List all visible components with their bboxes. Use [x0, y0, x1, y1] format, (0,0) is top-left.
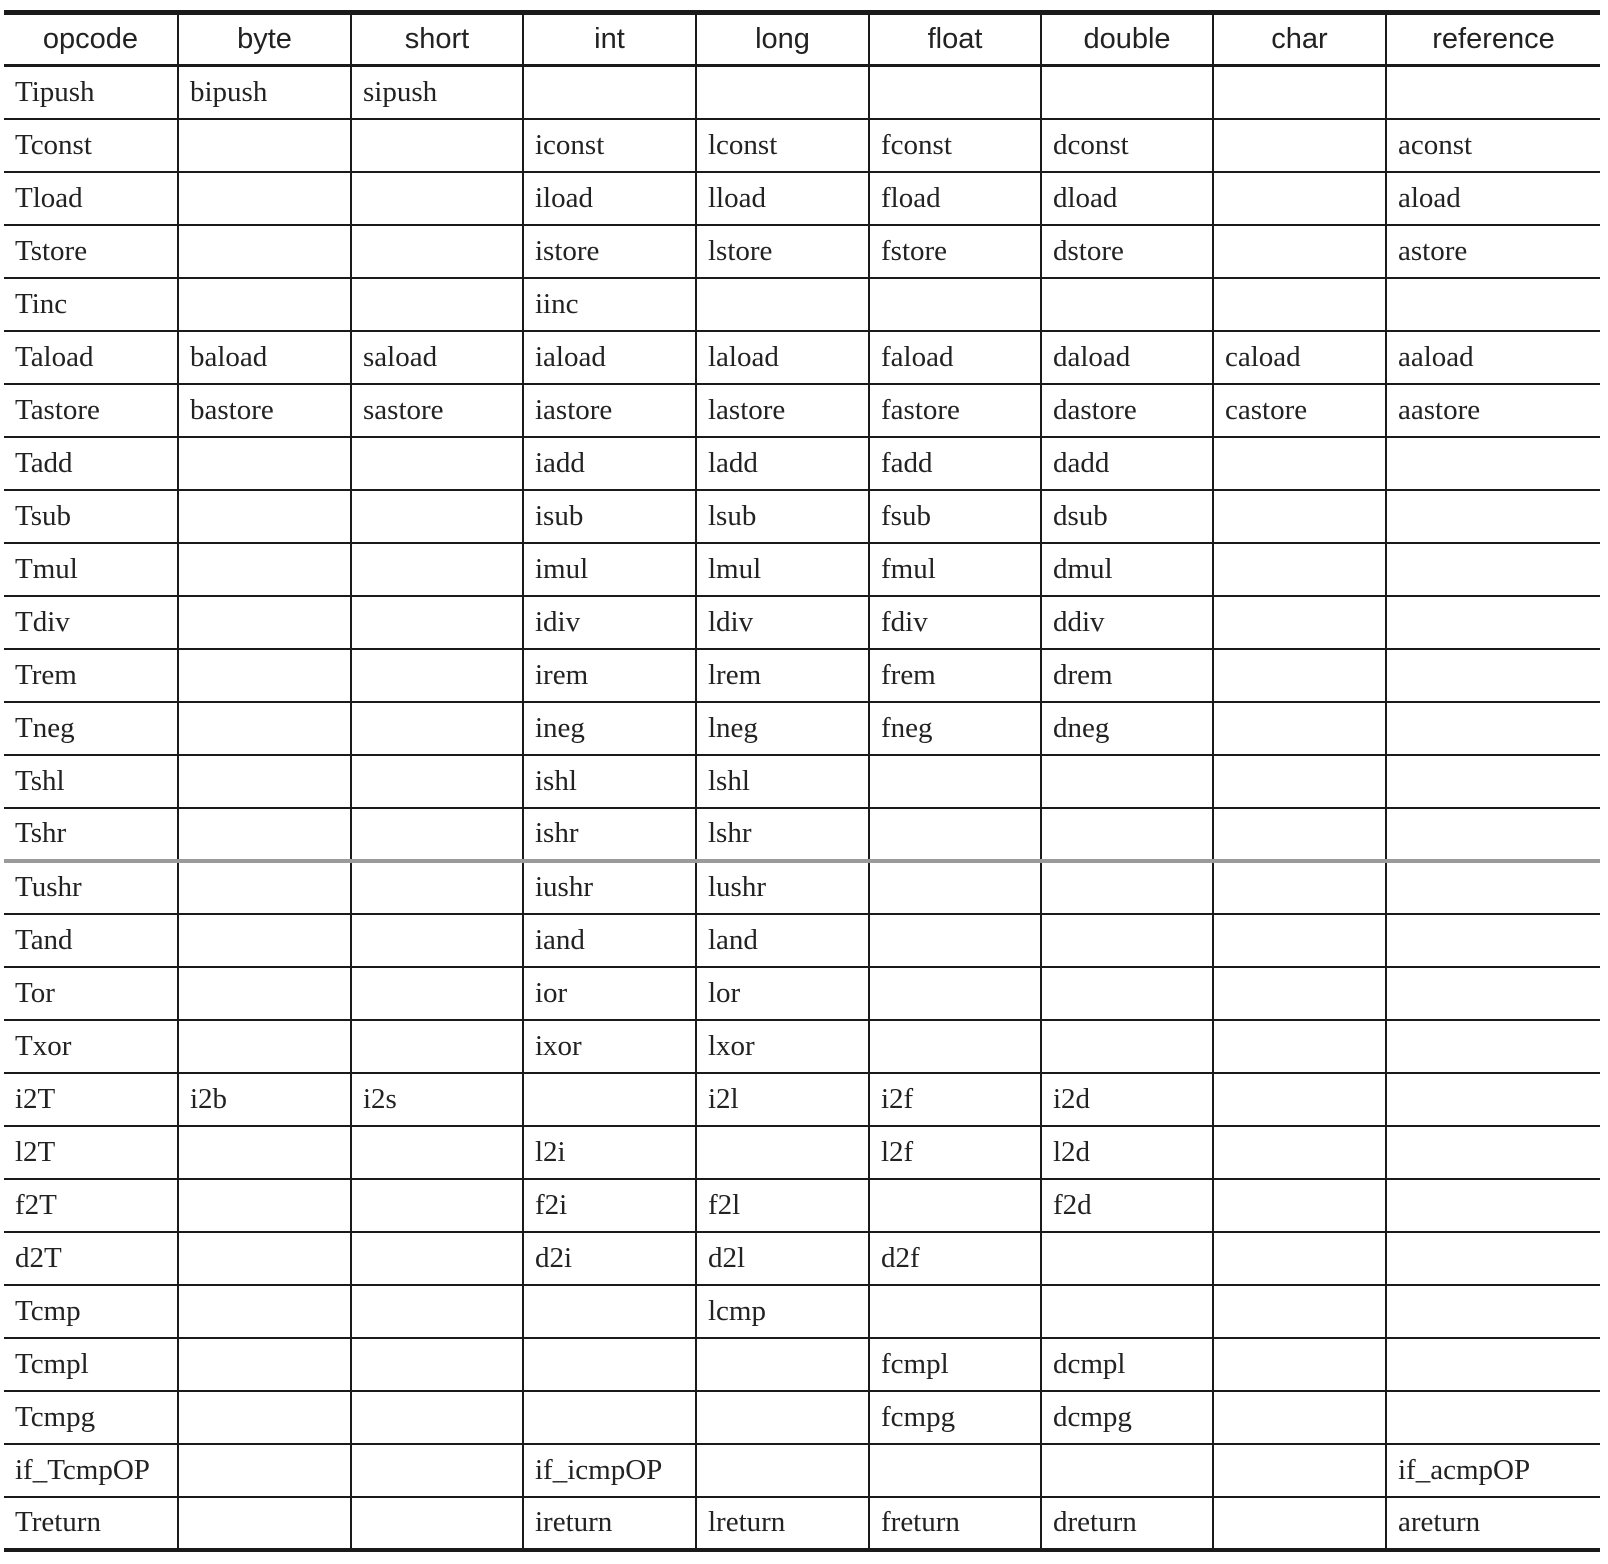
- instruction-cell-reference: [1386, 649, 1600, 702]
- table-row: [4, 225, 1600, 278]
- opcode-cell: Tushr: [4, 861, 178, 914]
- instruction-cell-reference: [1386, 1391, 1600, 1444]
- instruction-cell-int: irem: [523, 649, 696, 702]
- opcode-cell: Tdiv: [4, 596, 178, 649]
- table-row: [4, 66, 1600, 119]
- instruction-cell-byte: [178, 755, 351, 808]
- instruction-cell-byte: [178, 1338, 351, 1391]
- instruction-cell-reference: [1386, 1338, 1600, 1391]
- instruction-cell-char: [1213, 1497, 1386, 1550]
- instruction-cell-char: [1213, 702, 1386, 755]
- instruction-cell-reference: [1386, 1020, 1600, 1073]
- opcode-cell: i2T: [4, 1073, 178, 1126]
- instruction-cell-char: castore: [1213, 384, 1386, 437]
- instruction-cell-reference: [1386, 1073, 1600, 1126]
- instruction-cell-short: saload: [351, 331, 523, 384]
- column-header-char: char: [1213, 13, 1386, 66]
- instruction-cell-byte: i2b: [178, 1073, 351, 1126]
- instruction-cell-double: [1041, 1444, 1213, 1497]
- table-row: [4, 1497, 1600, 1550]
- instruction-cell-int: if_icmpOP: [523, 1444, 696, 1497]
- table-row: [4, 119, 1600, 172]
- instruction-cell-float: fmul: [869, 543, 1041, 596]
- instruction-cell-long: ldiv: [696, 596, 869, 649]
- instruction-cell-short: [351, 278, 523, 331]
- instruction-cell-char: caload: [1213, 331, 1386, 384]
- instruction-cell-int: [523, 1073, 696, 1126]
- table-row: [4, 967, 1600, 1020]
- instruction-cell-int: isub: [523, 490, 696, 543]
- table-row: [4, 1126, 1600, 1179]
- instruction-cell-long: lcmp: [696, 1285, 869, 1338]
- instruction-cell-long: [696, 1444, 869, 1497]
- table-row: [4, 1338, 1600, 1391]
- instruction-cell-float: freturn: [869, 1497, 1041, 1550]
- instruction-cell-byte: [178, 1497, 351, 1550]
- instruction-cell-int: iadd: [523, 437, 696, 490]
- opcode-cell: Trem: [4, 649, 178, 702]
- instruction-cell-int: ireturn: [523, 1497, 696, 1550]
- table-row: [4, 1073, 1600, 1126]
- instruction-cell-float: fneg: [869, 702, 1041, 755]
- table-row: [4, 649, 1600, 702]
- instruction-cell-char: [1213, 1391, 1386, 1444]
- instruction-cell-int: iand: [523, 914, 696, 967]
- instruction-cell-byte: [178, 225, 351, 278]
- instruction-cell-short: [351, 1444, 523, 1497]
- instruction-cell-char: [1213, 1444, 1386, 1497]
- instruction-cell-int: istore: [523, 225, 696, 278]
- instruction-cell-char: [1213, 861, 1386, 914]
- instruction-cell-double: dcmpl: [1041, 1338, 1213, 1391]
- instruction-cell-float: fdiv: [869, 596, 1041, 649]
- instruction-cell-float: [869, 808, 1041, 861]
- opcode-cell: if_TcmpOP: [4, 1444, 178, 1497]
- instruction-cell-int: l2i: [523, 1126, 696, 1179]
- column-header-long: long: [696, 13, 869, 66]
- instruction-cell-double: [1041, 278, 1213, 331]
- instruction-cell-reference: [1386, 967, 1600, 1020]
- instruction-cell-byte: [178, 808, 351, 861]
- instruction-cell-float: fstore: [869, 225, 1041, 278]
- opcode-cell: Tshr: [4, 808, 178, 861]
- instruction-cell-float: [869, 66, 1041, 119]
- instruction-cell-char: [1213, 1126, 1386, 1179]
- instruction-cell-char: [1213, 649, 1386, 702]
- instruction-cell-reference: areturn: [1386, 1497, 1600, 1550]
- instruction-cell-long: ladd: [696, 437, 869, 490]
- instruction-cell-int: [523, 66, 696, 119]
- instruction-cell-reference: [1386, 596, 1600, 649]
- table-row: [4, 1232, 1600, 1285]
- instruction-cell-short: [351, 172, 523, 225]
- instruction-cell-double: i2d: [1041, 1073, 1213, 1126]
- instruction-cell-long: lshl: [696, 755, 869, 808]
- instruction-cell-int: iushr: [523, 861, 696, 914]
- instruction-cell-float: fconst: [869, 119, 1041, 172]
- instruction-cell-long: f2l: [696, 1179, 869, 1232]
- column-header-int: int: [523, 13, 696, 66]
- opcode-cell: Tstore: [4, 225, 178, 278]
- instruction-cell-float: [869, 1179, 1041, 1232]
- instruction-cell-byte: [178, 278, 351, 331]
- instruction-cell-int: iload: [523, 172, 696, 225]
- instruction-cell-float: [869, 1020, 1041, 1073]
- instruction-cell-int: d2i: [523, 1232, 696, 1285]
- instruction-cell-byte: [178, 172, 351, 225]
- opcode-cell: f2T: [4, 1179, 178, 1232]
- opcode-cell: Tload: [4, 172, 178, 225]
- instruction-cell-byte: [178, 967, 351, 1020]
- instruction-cell-char: [1213, 119, 1386, 172]
- instruction-cell-double: daload: [1041, 331, 1213, 384]
- instruction-cell-int: idiv: [523, 596, 696, 649]
- opcode-cell: Tshl: [4, 755, 178, 808]
- instruction-cell-byte: [178, 649, 351, 702]
- instruction-cell-float: fastore: [869, 384, 1041, 437]
- instruction-cell-short: [351, 1020, 523, 1073]
- opcode-type-table: [4, 10, 1600, 1552]
- instruction-cell-long: [696, 66, 869, 119]
- instruction-cell-char: [1213, 1179, 1386, 1232]
- instruction-cell-double: [1041, 861, 1213, 914]
- instruction-cell-double: dcmpg: [1041, 1391, 1213, 1444]
- instruction-cell-byte: [178, 543, 351, 596]
- instruction-cell-long: lstore: [696, 225, 869, 278]
- instruction-cell-float: d2f: [869, 1232, 1041, 1285]
- instruction-cell-long: lreturn: [696, 1497, 869, 1550]
- table-row: [4, 543, 1600, 596]
- instruction-cell-short: [351, 755, 523, 808]
- table-row: [4, 172, 1600, 225]
- instruction-cell-float: fsub: [869, 490, 1041, 543]
- instruction-cell-char: [1213, 1073, 1386, 1126]
- opcode-cell: l2T: [4, 1126, 178, 1179]
- instruction-cell-char: [1213, 490, 1386, 543]
- table-row: [4, 755, 1600, 808]
- instruction-cell-float: [869, 967, 1041, 1020]
- instruction-cell-short: [351, 490, 523, 543]
- instruction-cell-char: [1213, 1020, 1386, 1073]
- instruction-cell-byte: [178, 1126, 351, 1179]
- opcode-cell: Tastore: [4, 384, 178, 437]
- table-row: [4, 596, 1600, 649]
- instruction-cell-char: [1213, 914, 1386, 967]
- instruction-cell-char: [1213, 66, 1386, 119]
- instruction-cell-byte: bipush: [178, 66, 351, 119]
- column-header-byte: byte: [178, 13, 351, 66]
- instruction-cell-long: lsub: [696, 490, 869, 543]
- instruction-cell-byte: [178, 1020, 351, 1073]
- instruction-cell-byte: [178, 1444, 351, 1497]
- instruction-cell-byte: [178, 1232, 351, 1285]
- opcode-cell: Tconst: [4, 119, 178, 172]
- table-row: [4, 1444, 1600, 1497]
- opcode-cell: d2T: [4, 1232, 178, 1285]
- instruction-cell-long: [696, 1338, 869, 1391]
- instruction-cell-byte: bastore: [178, 384, 351, 437]
- instruction-cell-double: [1041, 808, 1213, 861]
- table-row: [4, 1391, 1600, 1444]
- instruction-cell-short: [351, 596, 523, 649]
- instruction-cell-byte: [178, 1285, 351, 1338]
- instruction-cell-double: l2d: [1041, 1126, 1213, 1179]
- opcode-cell: Tipush: [4, 66, 178, 119]
- instruction-cell-short: [351, 967, 523, 1020]
- instruction-cell-double: dneg: [1041, 702, 1213, 755]
- instruction-cell-float: fload: [869, 172, 1041, 225]
- instruction-cell-reference: [1386, 808, 1600, 861]
- instruction-cell-reference: [1386, 66, 1600, 119]
- instruction-cell-int: [523, 1285, 696, 1338]
- opcode-table-container: [4, 10, 1600, 1552]
- instruction-cell-short: [351, 808, 523, 861]
- instruction-cell-float: fadd: [869, 437, 1041, 490]
- instruction-cell-byte: [178, 437, 351, 490]
- instruction-cell-char: [1213, 808, 1386, 861]
- instruction-cell-int: imul: [523, 543, 696, 596]
- instruction-cell-long: lxor: [696, 1020, 869, 1073]
- instruction-cell-float: [869, 914, 1041, 967]
- instruction-cell-long: [696, 1391, 869, 1444]
- instruction-cell-reference: [1386, 490, 1600, 543]
- instruction-cell-float: [869, 1444, 1041, 1497]
- instruction-cell-short: [351, 119, 523, 172]
- instruction-cell-double: dadd: [1041, 437, 1213, 490]
- instruction-cell-char: [1213, 1338, 1386, 1391]
- instruction-cell-double: dload: [1041, 172, 1213, 225]
- instruction-cell-reference: [1386, 914, 1600, 967]
- opcode-cell: Tand: [4, 914, 178, 967]
- instruction-cell-reference: [1386, 1232, 1600, 1285]
- opcode-cell: Tneg: [4, 702, 178, 755]
- instruction-cell-char: [1213, 1285, 1386, 1338]
- instruction-cell-byte: [178, 861, 351, 914]
- instruction-cell-long: lmul: [696, 543, 869, 596]
- column-header-opcode: opcode: [4, 13, 178, 66]
- instruction-cell-double: [1041, 66, 1213, 119]
- column-header-short: short: [351, 13, 523, 66]
- instruction-cell-reference: [1386, 543, 1600, 596]
- instruction-cell-short: [351, 225, 523, 278]
- instruction-cell-float: [869, 1285, 1041, 1338]
- instruction-cell-int: f2i: [523, 1179, 696, 1232]
- instruction-cell-double: dastore: [1041, 384, 1213, 437]
- instruction-cell-long: lshr: [696, 808, 869, 861]
- instruction-cell-double: f2d: [1041, 1179, 1213, 1232]
- instruction-cell-double: drem: [1041, 649, 1213, 702]
- instruction-cell-int: iinc: [523, 278, 696, 331]
- instruction-cell-int: iconst: [523, 119, 696, 172]
- instruction-cell-short: [351, 1497, 523, 1550]
- instruction-cell-float: faload: [869, 331, 1041, 384]
- opcode-cell: Tcmp: [4, 1285, 178, 1338]
- instruction-cell-reference: astore: [1386, 225, 1600, 278]
- instruction-cell-double: dmul: [1041, 543, 1213, 596]
- opcode-cell: Tor: [4, 967, 178, 1020]
- instruction-cell-long: lor: [696, 967, 869, 1020]
- instruction-cell-byte: [178, 119, 351, 172]
- instruction-cell-reference: [1386, 278, 1600, 331]
- instruction-cell-short: [351, 914, 523, 967]
- table-row: [4, 278, 1600, 331]
- instruction-cell-reference: [1386, 1179, 1600, 1232]
- table-row: [4, 861, 1600, 914]
- instruction-cell-long: lastore: [696, 384, 869, 437]
- instruction-cell-byte: [178, 914, 351, 967]
- table-row: [4, 437, 1600, 490]
- instruction-cell-float: [869, 861, 1041, 914]
- instruction-cell-short: i2s: [351, 1073, 523, 1126]
- instruction-cell-long: laload: [696, 331, 869, 384]
- instruction-cell-reference: aload: [1386, 172, 1600, 225]
- table-row: [4, 1285, 1600, 1338]
- instruction-cell-reference: [1386, 1285, 1600, 1338]
- instruction-cell-int: iastore: [523, 384, 696, 437]
- instruction-cell-char: [1213, 1232, 1386, 1285]
- instruction-cell-int: ineg: [523, 702, 696, 755]
- instruction-cell-char: [1213, 437, 1386, 490]
- instruction-cell-long: i2l: [696, 1073, 869, 1126]
- instruction-cell-byte: [178, 490, 351, 543]
- instruction-cell-char: [1213, 543, 1386, 596]
- instruction-cell-double: ddiv: [1041, 596, 1213, 649]
- instruction-cell-int: [523, 1338, 696, 1391]
- instruction-cell-int: ixor: [523, 1020, 696, 1073]
- instruction-cell-reference: aconst: [1386, 119, 1600, 172]
- instruction-cell-float: [869, 755, 1041, 808]
- instruction-cell-short: [351, 702, 523, 755]
- instruction-cell-float: frem: [869, 649, 1041, 702]
- table-row: [4, 1020, 1600, 1073]
- instruction-cell-char: [1213, 596, 1386, 649]
- instruction-cell-double: [1041, 914, 1213, 967]
- opcode-cell: Tmul: [4, 543, 178, 596]
- instruction-cell-long: land: [696, 914, 869, 967]
- instruction-cell-short: sipush: [351, 66, 523, 119]
- instruction-cell-int: [523, 1391, 696, 1444]
- instruction-cell-short: [351, 1338, 523, 1391]
- table-row: [4, 384, 1600, 437]
- instruction-cell-int: ior: [523, 967, 696, 1020]
- instruction-cell-float: l2f: [869, 1126, 1041, 1179]
- instruction-cell-double: dstore: [1041, 225, 1213, 278]
- opcode-cell: Txor: [4, 1020, 178, 1073]
- table-row: [4, 808, 1600, 861]
- instruction-cell-reference: if_acmpOP: [1386, 1444, 1600, 1497]
- instruction-cell-byte: [178, 596, 351, 649]
- instruction-cell-float: fcmpl: [869, 1338, 1041, 1391]
- instruction-cell-float: [869, 278, 1041, 331]
- instruction-cell-short: [351, 1126, 523, 1179]
- opcode-cell: Tinc: [4, 278, 178, 331]
- opcode-cell: Taload: [4, 331, 178, 384]
- instruction-cell-short: sastore: [351, 384, 523, 437]
- instruction-cell-reference: [1386, 755, 1600, 808]
- instruction-cell-reference: [1386, 1126, 1600, 1179]
- table-row: [4, 1179, 1600, 1232]
- instruction-cell-int: ishr: [523, 808, 696, 861]
- instruction-cell-char: [1213, 278, 1386, 331]
- instruction-cell-double: dconst: [1041, 119, 1213, 172]
- column-header-float: float: [869, 13, 1041, 66]
- instruction-cell-int: ishl: [523, 755, 696, 808]
- instruction-cell-short: [351, 1285, 523, 1338]
- instruction-cell-long: [696, 1126, 869, 1179]
- instruction-cell-long: lconst: [696, 119, 869, 172]
- opcode-cell: Tadd: [4, 437, 178, 490]
- opcode-cell: Tcmpl: [4, 1338, 178, 1391]
- table-header: [4, 13, 1600, 66]
- instruction-cell-long: lneg: [696, 702, 869, 755]
- instruction-cell-reference: [1386, 437, 1600, 490]
- header-row: [4, 13, 1600, 66]
- instruction-cell-byte: [178, 1391, 351, 1444]
- opcode-cell: Treturn: [4, 1497, 178, 1550]
- instruction-cell-short: [351, 437, 523, 490]
- table-row: [4, 702, 1600, 755]
- instruction-cell-reference: [1386, 702, 1600, 755]
- instruction-cell-short: [351, 1179, 523, 1232]
- instruction-cell-double: [1041, 1020, 1213, 1073]
- instruction-cell-float: i2f: [869, 1073, 1041, 1126]
- instruction-cell-char: [1213, 225, 1386, 278]
- instruction-cell-short: [351, 1232, 523, 1285]
- table-body: [4, 66, 1600, 1550]
- instruction-cell-long: d2l: [696, 1232, 869, 1285]
- instruction-cell-short: [351, 543, 523, 596]
- table-row: [4, 914, 1600, 967]
- instruction-cell-reference: [1386, 861, 1600, 914]
- column-header-reference: reference: [1386, 13, 1600, 66]
- instruction-cell-short: [351, 1391, 523, 1444]
- instruction-cell-long: [696, 278, 869, 331]
- instruction-cell-byte: [178, 702, 351, 755]
- instruction-cell-short: [351, 861, 523, 914]
- instruction-cell-reference: aastore: [1386, 384, 1600, 437]
- table-row: [4, 490, 1600, 543]
- opcode-cell: Tcmpg: [4, 1391, 178, 1444]
- instruction-cell-byte: baload: [178, 331, 351, 384]
- instruction-cell-char: [1213, 172, 1386, 225]
- instruction-cell-double: [1041, 755, 1213, 808]
- instruction-cell-reference: aaload: [1386, 331, 1600, 384]
- column-header-double: double: [1041, 13, 1213, 66]
- instruction-cell-long: lrem: [696, 649, 869, 702]
- instruction-cell-int: iaload: [523, 331, 696, 384]
- instruction-cell-byte: [178, 1179, 351, 1232]
- instruction-cell-char: [1213, 967, 1386, 1020]
- instruction-cell-double: dreturn: [1041, 1497, 1213, 1550]
- table-row: [4, 331, 1600, 384]
- instruction-cell-long: lload: [696, 172, 869, 225]
- instruction-cell-double: [1041, 1285, 1213, 1338]
- instruction-cell-float: fcmpg: [869, 1391, 1041, 1444]
- instruction-cell-double: [1041, 1232, 1213, 1285]
- instruction-cell-char: [1213, 755, 1386, 808]
- instruction-cell-double: [1041, 967, 1213, 1020]
- opcode-cell: Tsub: [4, 490, 178, 543]
- instruction-cell-long: lushr: [696, 861, 869, 914]
- instruction-cell-short: [351, 649, 523, 702]
- instruction-cell-double: dsub: [1041, 490, 1213, 543]
